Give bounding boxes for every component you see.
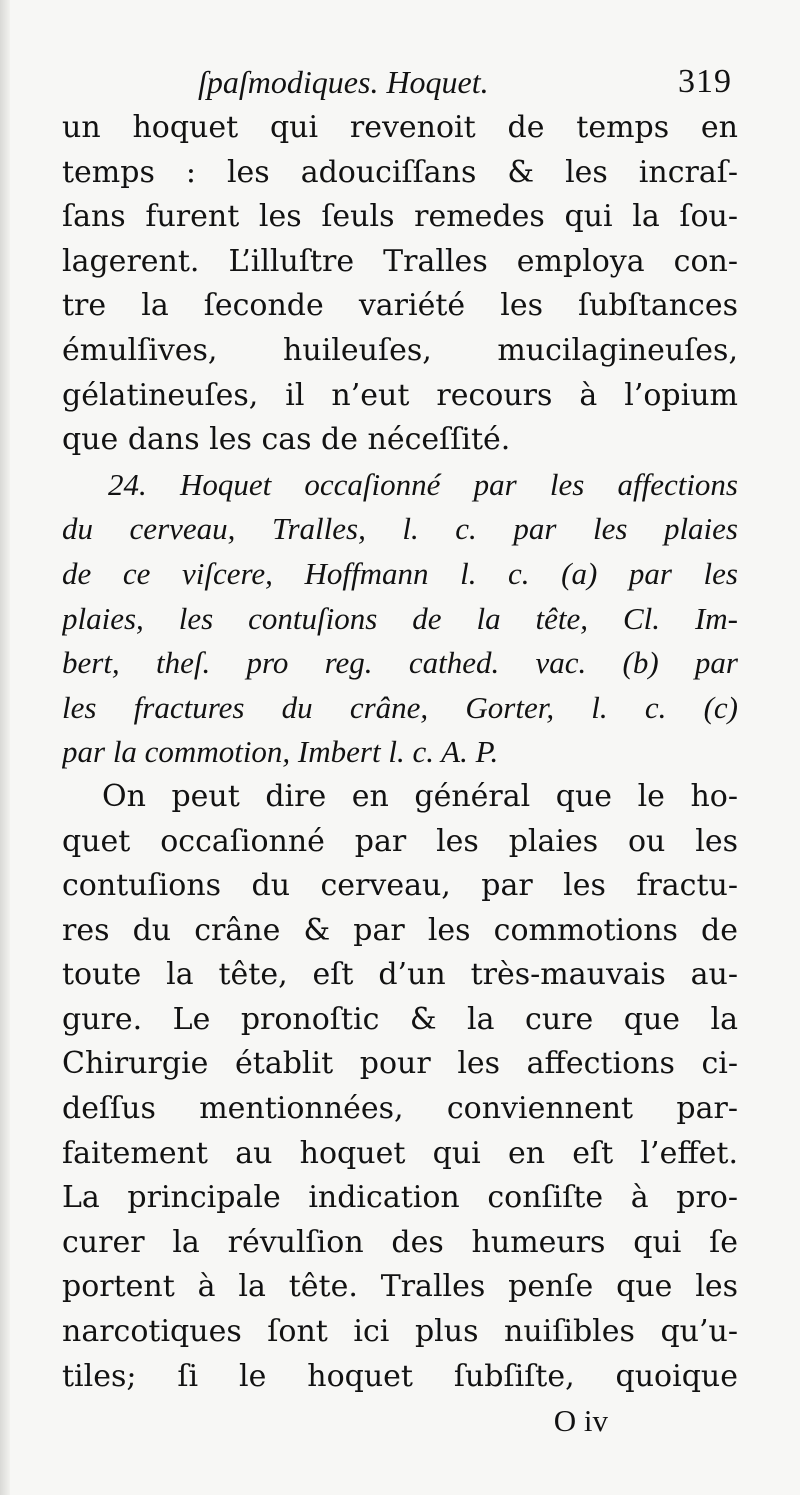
page-gutter-shadow bbox=[0, 0, 10, 1495]
text-line: gure. Le pronoſtic & la cure que la bbox=[62, 1001, 738, 1037]
reference-line: plaies, les contuſions de la tête, Cl. Im- bbox=[62, 600, 738, 636]
text-line: contuſions du cerveau, par les fractu- bbox=[62, 868, 738, 904]
text-line: Chirurgie établit pour les affections ci- bbox=[62, 1046, 738, 1082]
reference-line: les fractures du crâne, Gorter, l. c. (c) bbox=[62, 689, 738, 725]
text-line: portent à la tête. Tralles penſe que les bbox=[62, 1269, 738, 1305]
text-block bbox=[62, 58, 738, 1443]
text-line: un hoquet qui revenoit de temps en bbox=[62, 110, 738, 145]
section-heading-line: 24. Hoquet occaſionné par les affections bbox=[108, 466, 738, 502]
running-title: ſpaſmodiques. Hoquet. bbox=[198, 64, 489, 100]
text-line: gélatineuſes, il n’eut recours à l’opium bbox=[62, 377, 738, 413]
reference-line: de ce viſcere, Hoffmann l. c. (a) par les bbox=[62, 555, 738, 591]
text-line: La principale indication conſiſte à pro- bbox=[62, 1180, 738, 1216]
text-line: curer la révulſion des humeurs qui ſe bbox=[62, 1224, 738, 1260]
text-line: tre la ſeconde variété les ſubſtances bbox=[62, 288, 738, 324]
text-line: res du crâne & par les commotions de bbox=[62, 912, 738, 948]
reference-line: du cerveau, Tralles, l. c. par les plaies bbox=[62, 511, 738, 547]
reference-line: bert, theſ. pro reg. cathed. vac. (b) par bbox=[62, 645, 738, 681]
text-line: deſſus mentionnées, conviennent par- bbox=[62, 1091, 738, 1127]
text-line: On peut dire en général que le ho- bbox=[102, 778, 738, 814]
catchword: O iv bbox=[553, 1403, 608, 1439]
text-line: tiles; ſi le hoquet ſubſiſte, quoique bbox=[62, 1358, 738, 1394]
text-line: narcotiques ſont ici plus nuiſibles qu’u- bbox=[62, 1314, 738, 1350]
text-line: que dans les cas de néceſſité. bbox=[62, 422, 511, 458]
text-line: émulſives, huileuſes, mucilagineuſes, bbox=[62, 332, 738, 368]
page-number: 319 bbox=[678, 63, 732, 100]
text-line: quet occaſionné par les plaies ou les bbox=[62, 823, 738, 859]
text-line: toute la tête, eſt d’un très-mauvais au- bbox=[62, 957, 738, 993]
text-line: temps : les adouciſſans & les incraſ- bbox=[62, 154, 738, 190]
text-line: faitement au hoquet qui en eſt l’effet. bbox=[62, 1135, 738, 1171]
text-line: lagerent. L’illuſtre Tralles employa con- bbox=[62, 243, 738, 279]
text-line: ſans furent les ſeuls remedes qui la ſou- bbox=[62, 199, 738, 235]
running-head bbox=[62, 58, 738, 106]
reference-line: par la commotion, Imbert l. c. A. P. bbox=[62, 734, 499, 770]
